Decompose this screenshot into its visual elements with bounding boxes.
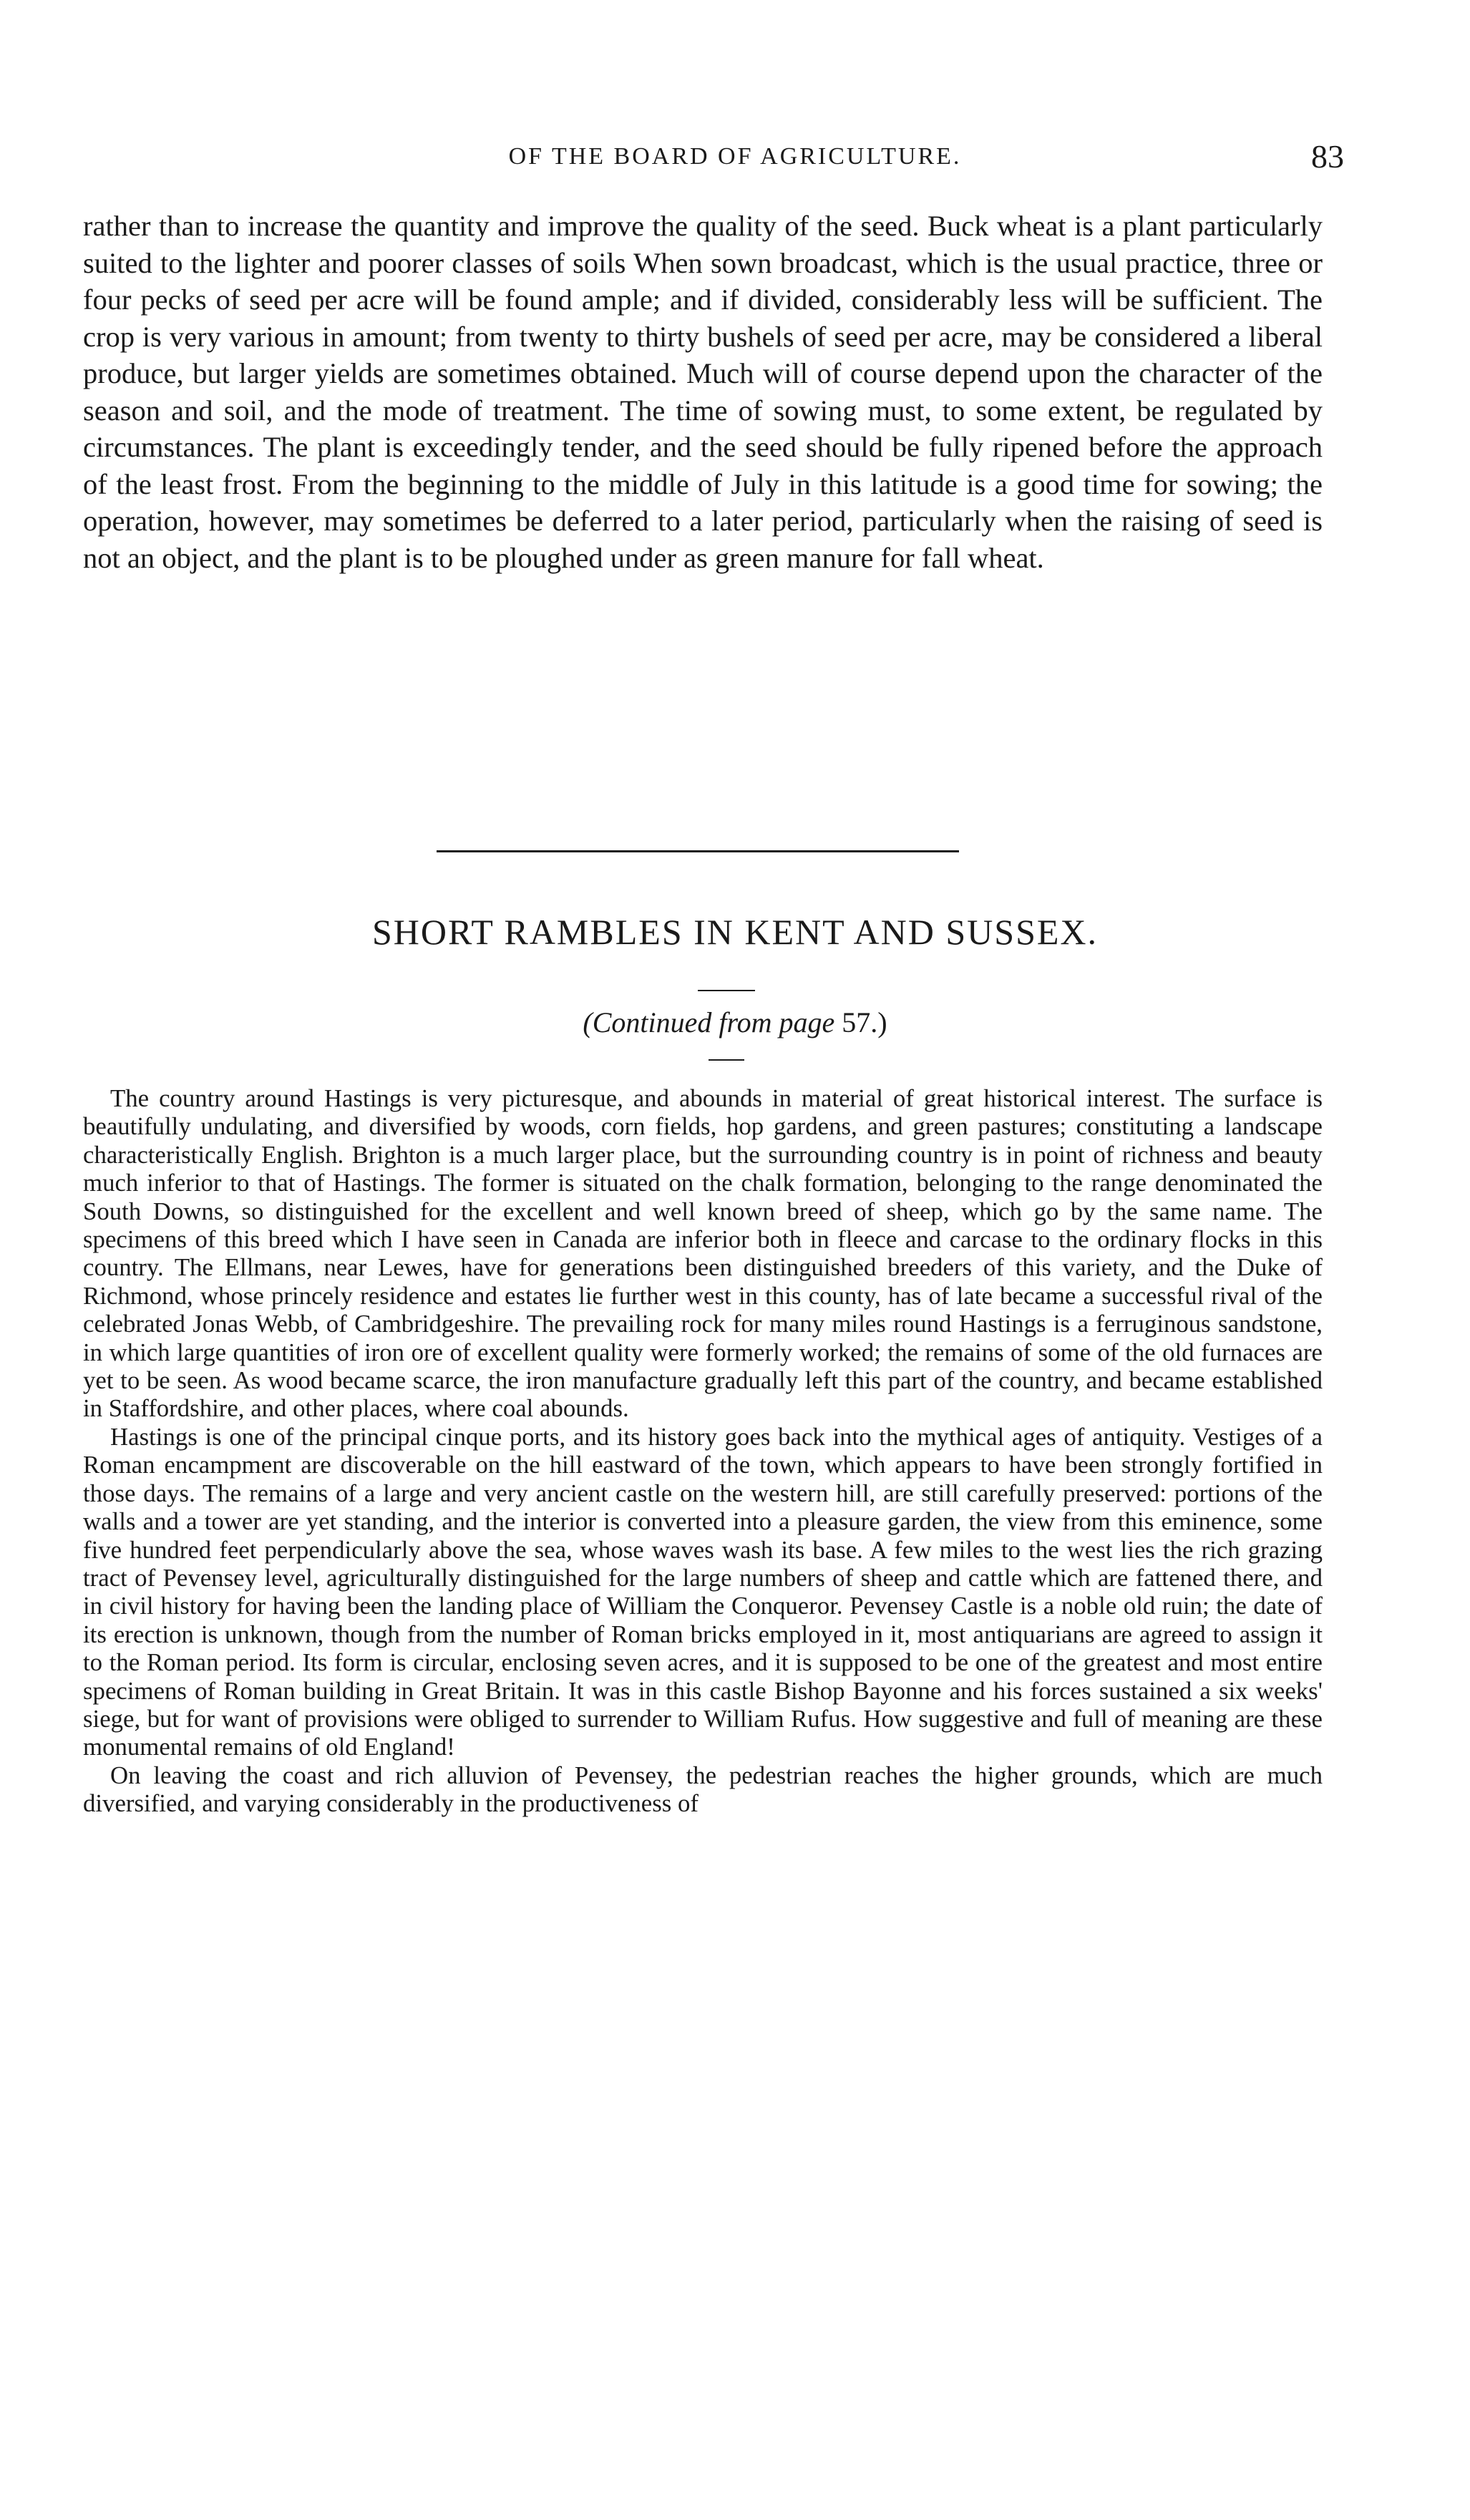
title-underline: [698, 990, 755, 991]
continued-text: (Continued from page: [583, 1006, 835, 1038]
top-paragraph: rather than to increase the quantity and improve the quality of the seed. Buck wheat is a plant particularly suited to the lighter and poorer classes of soils When sown broadcast, which is the usual practice, three or four pecks of seed per acre will be found ample; and if divided, considerably less will be sufficient. The crop is very various in amount; from twenty to thirty bushels of seed per acre, may be considered a liberal produce, but larger yields are sometimes obtained. Much will of course depend upon the character of the season and soil, and the mode of treatment. The time of sowing must, to some extent, be regulated by circumstances. The plant is exceedingly tender, and the seed should be fully ripened before the approach of the least frost. From the beginning to the middle of July in this latitude is a good time for sowing; the operation, however, may sometimes be deferred to a later period, particularly when the raising of seed is not an object, and the plant is to be ploughed under as green manure for fall wheat.: [83, 210, 1323, 574]
running-head: OF THE BOARD OF AGRICULTURE.: [508, 143, 962, 170]
article-body: [83, 1084, 1323, 1818]
continued-underline: [709, 1059, 744, 1061]
continued-page: 57.): [842, 1006, 887, 1038]
paragraph-leaving-the-coast: On leaving the coast and rich alluvion of Pevensey, the pedestrian reaches the higher grounds, which are much diversified, and varying considerably in the productiveness of: [83, 1761, 1323, 1818]
paragraph-hastings-cinque-port: Hastings is one of the principal cinque ports, and its history goes back into the mythical ages of antiquity. Vestiges of a Roman encampment are discoverable on the hill eastward of the town, which appears to have been strongly fortified in those days. The remains of a large and very ancient castle on the western hill, are still carefully preserved: portions of the walls and a tower are yet standing, and the interior is converted into a pleasure garden, the view from this eminence, some five hundred feet perpendicularly above the sea, whose waves wash its base. A few miles to the west lies the rich grazing tract of Pevensey level, agriculturally distinguished for the large numbers of sheep and cattle which are fattened there, and in civil history for having been the landing place of William the Conqueror. Pevensey Castle is a noble old ruin; the date of its erection is unknown, though from the number of Roman bricks employed in it, most antiquarians are agreed to assign it to the Roman period. Its form is circular, enclosing seven acres, and it is supposed to be one of the greatest and most entire specimens of Roman building in Great Britain. It was in this castle Bishop Bayonne and his forces sustained a six weeks' siege, but for want of provisions were obliged to surrender to William Rufus. How suggestive and full of meaning are these monumental remains of old England!: [83, 1422, 1323, 1761]
section-divider: [437, 850, 959, 852]
section-title: SHORT RAMBLES IN KENT AND SUSSEX.: [371, 912, 1099, 952]
page-number: 83: [1311, 138, 1344, 175]
continued-note: [0, 1006, 1470, 1039]
paragraph-country-around-hastings: The country around Hastings is very picturesque, and abounds in material of great historical interest. The surface is beautifully undulating, and diversified by woods, corn fields, hop gardens, and green pastures; constituting a landscape characteristically English. Brighton is a much larger place, but the surrounding country is in point of richness and beauty much inferior to that of Hastings. The former is situated on the chalk formation, belonging to the range denominated the South Downs, so distinguished for the excellent and well known breed of sheep, which go by the same name. The specimens of this breed which I have seen in Canada are inferior both in fleece and carcase to the ordinary flocks in this country. The Ellmans, near Lewes, have for generations been distinguished breeders of this variety, and the Duke of Richmond, whose princely residence and estates lie further west in this county, has of late became a successful rival of the celebrated Jonas Webb, of Cambridgeshire. The prevailing rock for many miles round Hastings is a ferruginous sandstone, in which large quantities of iron ore of excellent quality were formerly worked; the remains of some of the old furnaces are yet to be seen. As wood became scarce, the iron manufacture gradually left this part of the country, and became established in Staffordshire, and other places, where coal abounds.: [83, 1084, 1323, 1423]
